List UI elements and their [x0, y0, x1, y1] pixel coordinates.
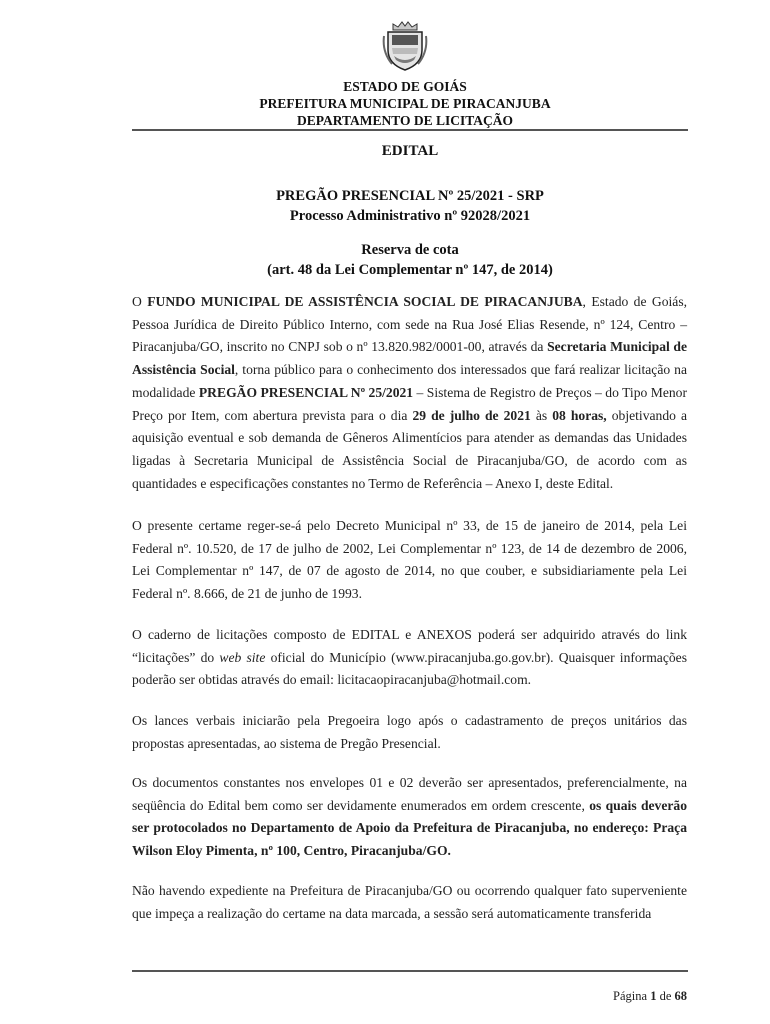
text-span: O: [132, 294, 148, 309]
reserva-block: [0, 240, 770, 280]
footer-divider: [132, 970, 688, 972]
text-span: oficial do Município (www.piracanjuba.go.gov.br). Quaisquer informações poderão ser obtidas através do email: licitacaopiracanjuba@hotmail.com.: [132, 649, 687, 688]
reserva-law-reference: (art. 48 da Lei Complementar nº 147, de 2014): [267, 262, 553, 278]
page-total: 68: [674, 989, 687, 1003]
opening-date: 29 de julho de 2021: [412, 407, 531, 423]
text-span: – Sistema de Registro de Preços – do Tipo Menor Preço por Item, com abertura prevista para o dia: [132, 384, 687, 423]
secretariat-name: Secretaria Municipal de Assistência Social: [132, 339, 687, 378]
page-label: Página: [613, 989, 651, 1003]
text-span: Os documentos constantes nos envelopes 01 e 02 deverão ser apresentados, preferencialmente, na seqüência do Edital bem como ser devidamente enumerados em ordem crescente,: [132, 775, 687, 813]
legal-basis-text: O presente certame reger-se-á pelo Decreto Municipal nº 33, de 15 de janeiro de 2014, pela Lei Federal nº. 10.520, de 17 de julho de 2002, Lei Complementar nº 123, de 14 de dezembro de 2006, Lei Complementar nº 147, de 07 de agosto de 2014, no que couber, e subsidiariamente pela Lei Federal nº. 8.666, de 21 de junho de 1993.: [132, 518, 687, 602]
pregao-reference: PREGÃO PRESENCIAL Nº 25/2021: [198, 384, 414, 400]
reserva-title: Reserva de cota: [361, 242, 459, 258]
document-title: EDITAL: [381, 143, 439, 159]
pregao-title-block: [0, 186, 770, 226]
paragraph-transfer: [132, 880, 687, 925]
page-current: 1: [650, 989, 657, 1003]
bids-text: Os lances verbais iniciarão pela Pregoeira logo após o cadastramento de preços unitários das propostas apresentadas, ao sistema de Pregão Presencial.: [132, 713, 687, 751]
text-span: O caderno de licitações composto de EDITAL e ANEXOS poderá ser adquirido através do link “licitações” do: [132, 627, 687, 665]
pregao-number: PREGÃO PRESENCIAL Nº 25/2021 - SRP: [276, 188, 544, 204]
header-department: DEPARTAMENTO DE LICITAÇÃO: [296, 113, 514, 128]
text-span: , torna público para o conhecimento dos interessados que fará realizar licitação na modalidade: [132, 362, 687, 400]
header-prefecture: PREFEITURA MUNICIPAL DE PIRACANJUBA: [259, 96, 551, 111]
paragraph-envelopes: [132, 772, 687, 863]
process-number: Processo Administrativo nº 92028/2021: [289, 208, 531, 224]
municipal-crest-logo: [382, 20, 428, 72]
header-state: ESTADO DE GOIÁS: [343, 79, 467, 94]
protocol-address: os quais deverão ser protocolados no Departamento de Apoio da Prefeitura de Piracanjuba, no endereço: Praça Wilson Eloy Pimenta, nº 100, Centro, Piracanjuba/GO.: [132, 797, 687, 859]
paragraph-legal-basis: [132, 515, 687, 606]
fund-name: FUNDO MUNICIPAL DE ASSISTÊNCIA SOCIAL DE PIRACANJUBA: [147, 294, 583, 309]
document-header: [0, 78, 770, 129]
text-span: às: [530, 407, 553, 423]
web-site-term: web site: [219, 649, 266, 665]
page-separator: de: [656, 989, 675, 1003]
text-span: objetivando a aquisição eventual e sob demanda de Gêneros Alimentícios para atender as demandas das Unidades ligadas à Secretaria Municipal de Assistência Social de Piracanjuba/GO, de acordo com as quantidades e especificações constantes no Termo de Referência – Anexo I, deste Edital.: [132, 407, 688, 491]
header-divider: [132, 129, 688, 131]
text-span: , Estado de Goiás, Pessoa Jurídica de Direito Público Interno, com sede na Rua José Elias Resende, nº 124, Centro – Piracanjuba/GO, inscrito no CNPJ sob o nº 13.820.982/0001-00, através da: [132, 294, 688, 355]
paragraph-intro: [132, 291, 687, 495]
opening-time: 08 horas,: [552, 407, 607, 423]
paragraph-bids: [132, 710, 687, 755]
page-number: [613, 989, 687, 1004]
paragraph-documents: [132, 624, 687, 692]
transfer-text: Não havendo expediente na Prefeitura de Piracanjuba/GO ou ocorrendo qualquer fato superveniente que impeça a realização do certame na data marcada, a sessão será automaticamente transferida: [132, 883, 687, 921]
